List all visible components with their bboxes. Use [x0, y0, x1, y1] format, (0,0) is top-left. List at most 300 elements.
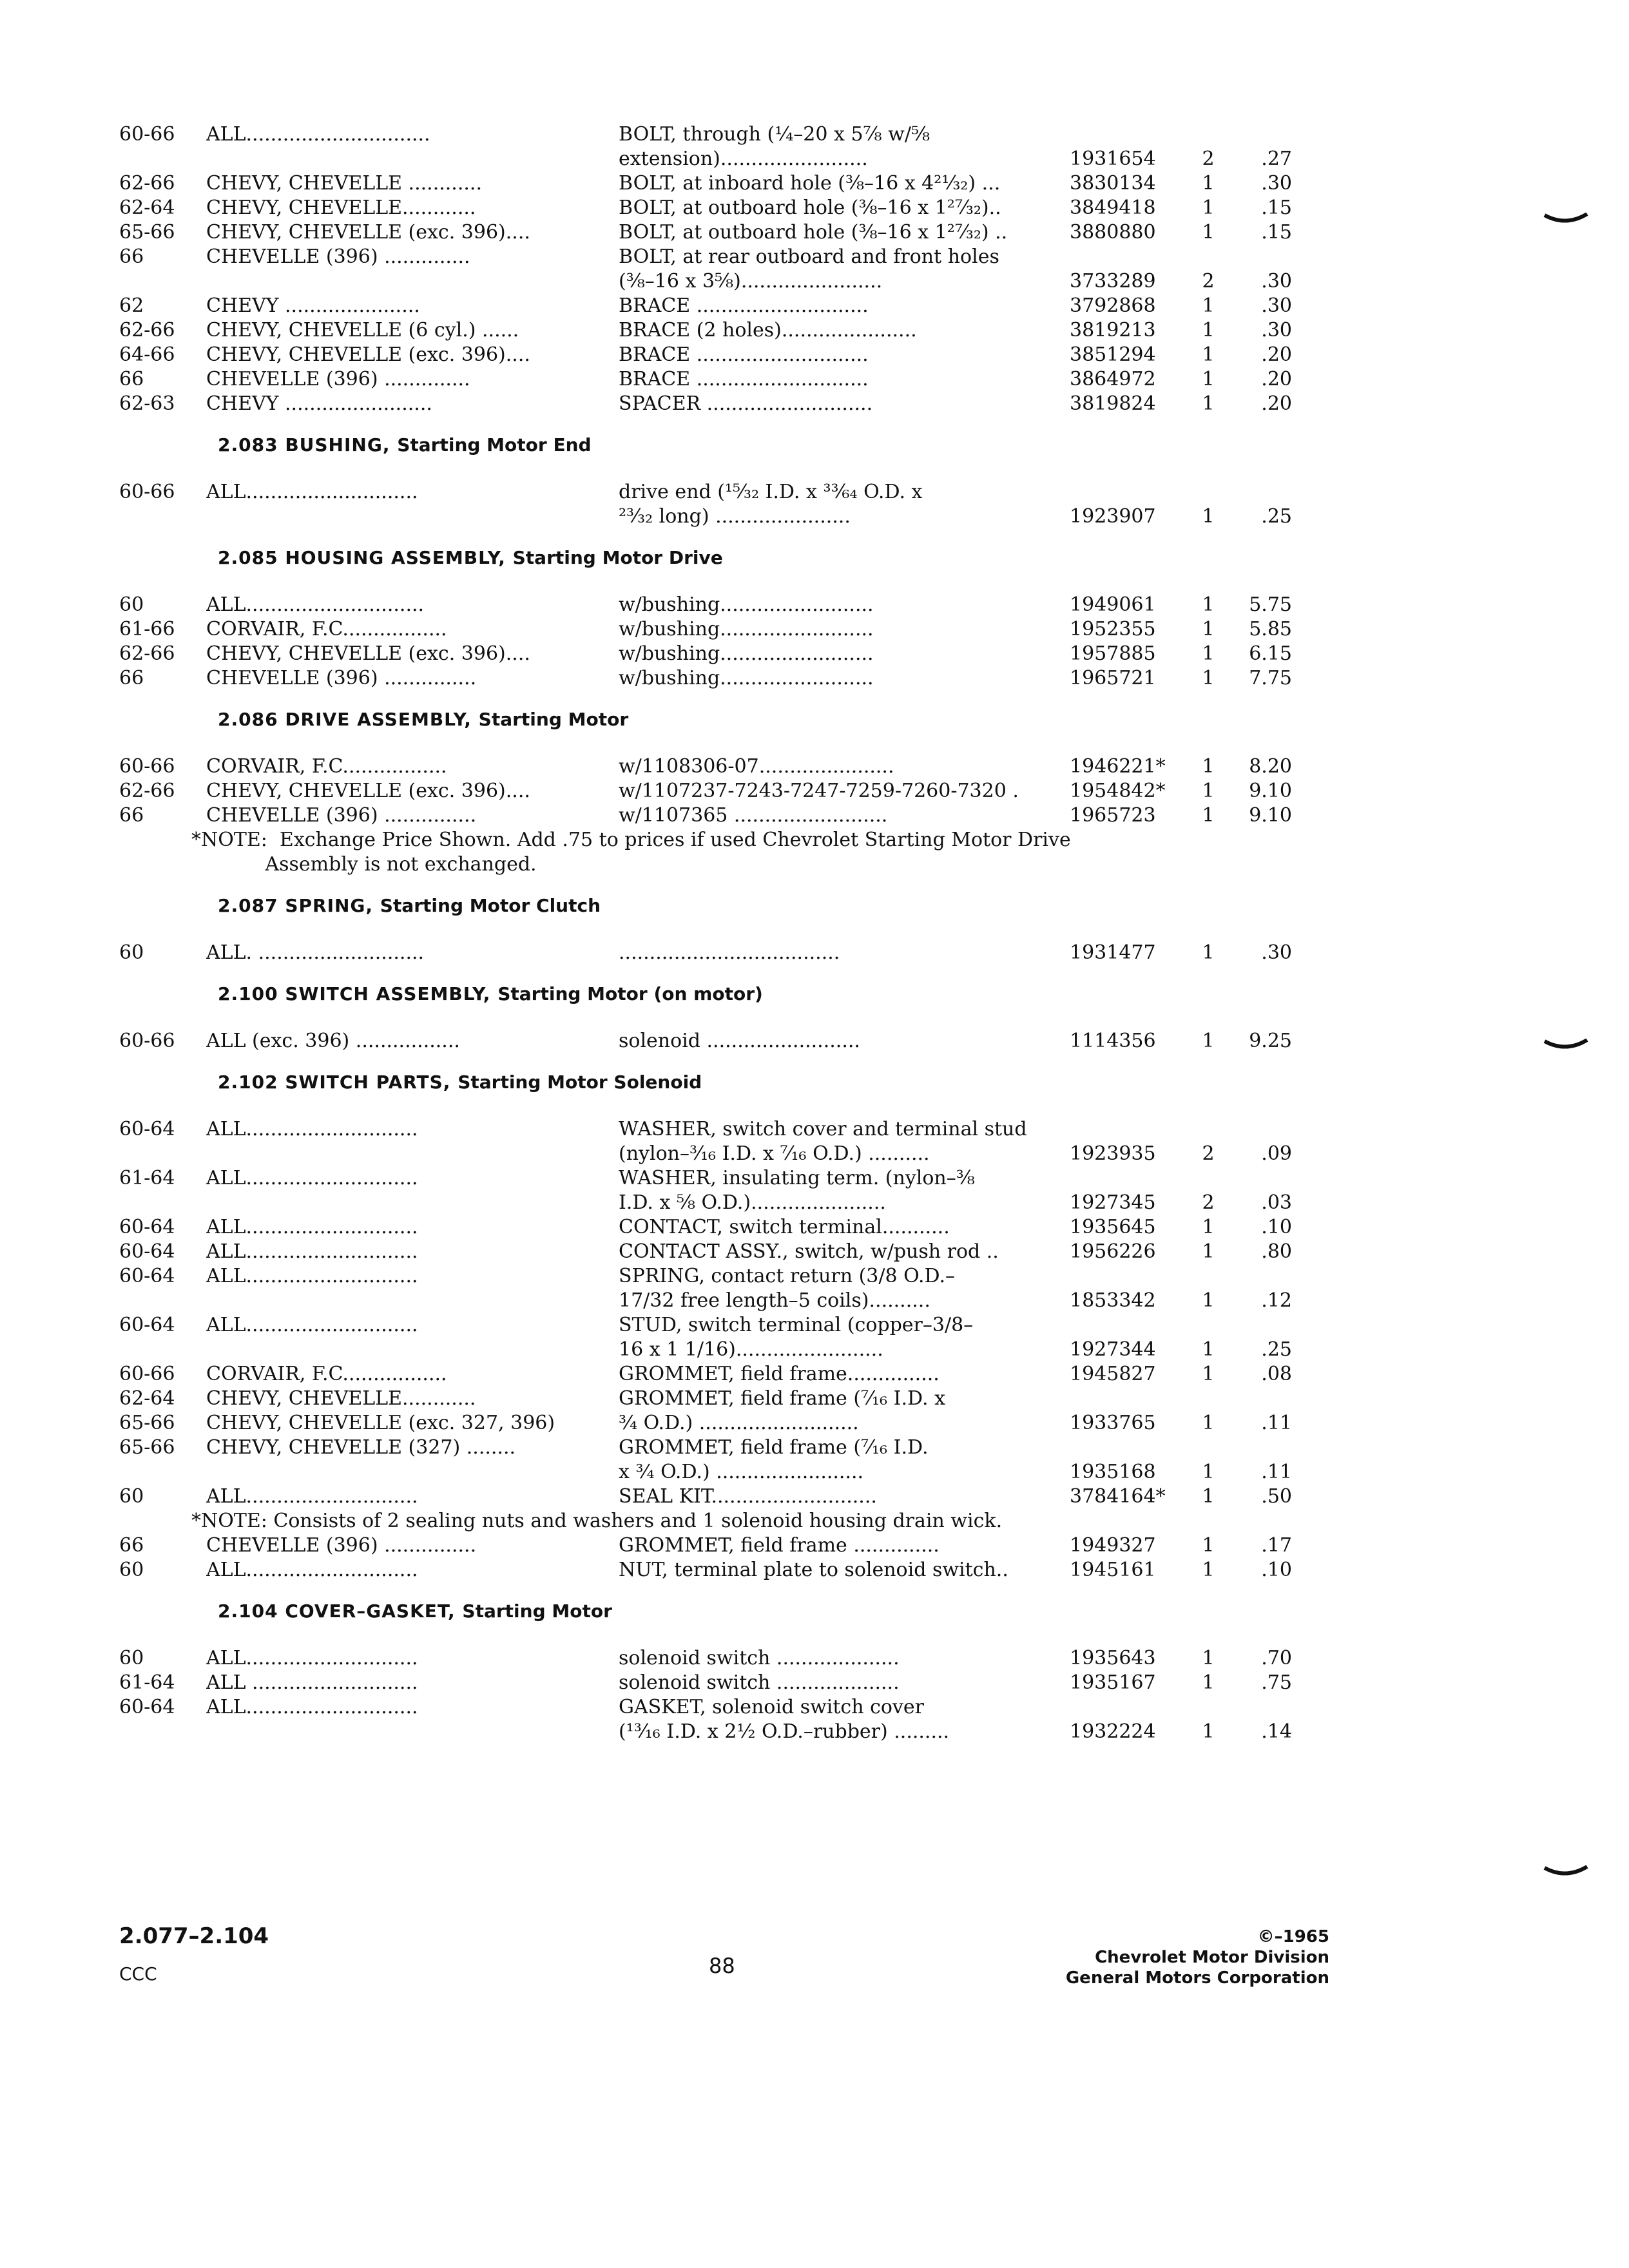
price-cell: .20: [1261, 392, 1292, 415]
price-cell: .30: [1261, 941, 1292, 964]
part-number-cell: 3819824: [1070, 392, 1156, 415]
years-cell: 60-64: [119, 1696, 175, 1718]
table-row: [119, 1533, 1292, 1558]
table-row: [119, 1240, 1292, 1264]
price-cell: .15: [1261, 197, 1292, 219]
description-cell: BOLT, at outboard hole (⅜–16 x 1²⁷⁄₃₂)..: [619, 197, 1001, 219]
table-row: [119, 1166, 1292, 1191]
description-cell: BOLT, at inboard hole (⅜–16 x 4²¹⁄₃₂) ...: [619, 172, 1001, 195]
price-cell: 6.15: [1249, 642, 1292, 665]
table-row: [119, 245, 1292, 269]
years-cell: 66: [119, 368, 144, 390]
table-row: [119, 803, 1292, 828]
description-cell: (⅜–16 x 3⅝).......................: [619, 270, 883, 293]
quantity-cell: 1: [1202, 1363, 1215, 1385]
part-number-cell: 1965721: [1070, 667, 1156, 689]
description-cell: BRACE ............................: [619, 343, 869, 366]
part-number-cell: 1952355: [1070, 618, 1156, 640]
models-cell: ALL............................: [206, 1167, 418, 1189]
section-subtitle: Starting Motor: [462, 1600, 612, 1622]
years-cell: 60-64: [119, 1216, 175, 1238]
parts-listing: [119, 122, 1292, 1744]
section-title: 2.104 COVER–GASKET,: [218, 1600, 463, 1622]
years-cell: 66: [119, 1534, 144, 1557]
quantity-cell: 2: [1202, 270, 1215, 293]
table-row: [119, 1362, 1292, 1387]
footer-right: [1066, 1927, 1329, 1988]
part-number-cell: 1956226: [1070, 1240, 1156, 1263]
quantity-cell: 1: [1202, 593, 1215, 616]
table-row: [119, 666, 1292, 691]
copyright: ©–1965: [1257, 1927, 1329, 1946]
footer-left: [119, 1923, 269, 1984]
models-cell: ALL ...........................: [206, 1671, 418, 1694]
models-cell: CHEVY, CHEVELLE (exc. 396)....: [206, 221, 530, 244]
models-cell: CORVAIR, F.C.................: [206, 1363, 447, 1385]
part-number-cell: 1957885: [1070, 642, 1156, 665]
table-row: [119, 1485, 1292, 1509]
models-cell: CHEVY, CHEVELLE (exc. 327, 396): [206, 1412, 555, 1434]
table-row: [119, 1558, 1292, 1582]
description-cell: solenoid .........................: [619, 1030, 860, 1052]
description-cell: w/1107237-7243-7247-7259-7260-7320 .: [619, 780, 1019, 802]
quantity-cell: 2: [1202, 1191, 1215, 1214]
years-cell: 62-66: [119, 780, 175, 802]
quantity-cell: 1: [1202, 642, 1215, 665]
years-cell: 61-66: [119, 618, 175, 640]
section-subtitle: Starting Motor Solenoid: [458, 1072, 702, 1093]
years-cell: 61-64: [119, 1671, 175, 1694]
table-row: [119, 593, 1292, 617]
description-cell: CONTACT ASSY., switch, w/push rod ..: [619, 1240, 999, 1263]
section-title: 2.085 HOUSING ASSEMBLY,: [218, 547, 513, 568]
part-number-cell: 3733289: [1070, 270, 1156, 293]
years-cell: 62-63: [119, 392, 175, 415]
quantity-cell: 1: [1202, 221, 1215, 244]
quantity-cell: 1: [1202, 804, 1215, 827]
table-row: [119, 1646, 1292, 1671]
models-cell: ALL............................: [206, 1314, 418, 1336]
price-cell: .20: [1261, 368, 1292, 390]
price-cell: .15: [1261, 221, 1292, 244]
models-cell: ALL.............................: [206, 593, 425, 616]
quantity-cell: 1: [1202, 1671, 1215, 1694]
description-cell: BRACE ............................: [619, 294, 869, 317]
section-range: 2.077–2.104: [119, 1923, 269, 1949]
price-cell: 8.20: [1249, 755, 1292, 778]
footnote: *NOTE: Consists of 2 sealing nuts and washers and 1 solenoid housing drain wick.: [191, 1510, 1003, 1532]
part-number-cell: 1931654: [1070, 148, 1156, 170]
models-cell: CHEVY, CHEVELLE............: [206, 1387, 476, 1410]
price-cell: .25: [1261, 1338, 1292, 1361]
quantity-cell: 1: [1202, 1412, 1215, 1434]
table-row: [119, 1142, 1292, 1166]
section-subtitle: Starting Motor End: [397, 434, 592, 456]
years-cell: 62-66: [119, 319, 175, 341]
models-cell: ALL. ...........................: [206, 941, 425, 964]
table-row: [119, 1215, 1292, 1240]
models-cell: CHEVY ........................: [206, 392, 432, 415]
description-cell: w/bushing.........................: [619, 593, 874, 616]
table-row: [119, 318, 1292, 343]
quantity-cell: 1: [1202, 667, 1215, 689]
models-cell: CHEVELLE (396) ...............: [206, 1534, 477, 1557]
section-subtitle: Starting Motor Clutch: [380, 895, 601, 916]
price-cell: .11: [1261, 1461, 1292, 1483]
price-cell: .03: [1261, 1191, 1292, 1214]
price-cell: .17: [1261, 1534, 1292, 1557]
years-cell: 61-64: [119, 1167, 175, 1189]
table-row: [119, 1387, 1292, 1411]
description-cell: x ¾ O.D.) ........................: [619, 1461, 864, 1483]
years-cell: 64-66: [119, 343, 175, 366]
models-cell: CHEVY, CHEVELLE (6 cyl.) ......: [206, 319, 519, 341]
section-heading: [218, 895, 1292, 916]
price-cell: .20: [1261, 343, 1292, 366]
price-cell: .30: [1261, 294, 1292, 317]
quantity-cell: 2: [1202, 148, 1215, 170]
quantity-cell: 1: [1202, 1559, 1215, 1581]
table-row: [119, 505, 1292, 529]
table-row: [119, 1695, 1292, 1720]
part-number-cell: 1949061: [1070, 593, 1156, 616]
models-cell: CHEVELLE (396) ...............: [206, 667, 477, 689]
description-cell: (¹³⁄₁₆ I.D. x 2½ O.D.–rubber) .........: [619, 1720, 950, 1743]
description-cell: w/1107365 .........................: [619, 804, 888, 827]
table-row: [119, 1289, 1292, 1313]
table-row: [119, 1029, 1292, 1053]
description-cell: ¾ O.D.) ..........................: [619, 1412, 859, 1434]
years-cell: 66: [119, 245, 144, 268]
description-cell: WASHER, insulating term. (nylon–⅜: [619, 1167, 975, 1189]
part-number-cell: 3880880: [1070, 221, 1156, 244]
models-cell: ALL............................: [206, 1216, 418, 1238]
price-cell: .80: [1261, 1240, 1292, 1263]
models-cell: ALL..............................: [206, 123, 430, 146]
price-cell: 5.85: [1249, 618, 1292, 640]
table-row: [119, 196, 1292, 220]
table-row: [119, 294, 1292, 318]
models-cell: ALL............................: [206, 1265, 418, 1287]
section-heading: [218, 983, 1292, 1004]
quantity-cell: 1: [1202, 294, 1215, 317]
years-cell: 60-66: [119, 1363, 175, 1385]
description-cell: drive end (¹⁵⁄₃₂ I.D. x ³³⁄₆₄ O.D. x: [619, 481, 923, 503]
models-cell: CHEVELLE (396) ..............: [206, 245, 470, 268]
price-cell: .10: [1261, 1559, 1292, 1581]
quantity-cell: 1: [1202, 368, 1215, 390]
description-cell: BRACE (2 holes)......................: [619, 319, 917, 341]
price-cell: .50: [1261, 1485, 1292, 1508]
description-cell: SPRING, contact return (3/8 O.D.–: [619, 1265, 955, 1287]
page-number: 88: [709, 1954, 735, 1978]
quantity-cell: 1: [1202, 1240, 1215, 1263]
description-cell: w/bushing.........................: [619, 667, 874, 689]
description-cell: w/bushing.........................: [619, 618, 874, 640]
models-cell: CHEVY, CHEVELLE ............: [206, 172, 482, 195]
price-cell: 9.10: [1249, 804, 1292, 827]
section-title: 2.102 SWITCH PARTS,: [218, 1072, 458, 1093]
price-cell: .30: [1261, 319, 1292, 341]
quantity-cell: 1: [1202, 755, 1215, 778]
quantity-cell: 1: [1202, 780, 1215, 802]
quantity-cell: 1: [1202, 1216, 1215, 1238]
description-cell: BRACE ............................: [619, 368, 869, 390]
binder-mark-icon: [1543, 1865, 1588, 1877]
quantity-cell: 1: [1202, 1461, 1215, 1483]
description-cell: WASHER, switch cover and terminal stud: [619, 1118, 1027, 1140]
footnote: *NOTE: Exchange Price Shown. Add .75 to prices if used Chevrolet Starting Motor Drive Assembly is not exchanged.: [191, 829, 1071, 876]
part-number-cell: 1935645: [1070, 1216, 1156, 1238]
years-cell: 60-64: [119, 1240, 175, 1263]
models-cell: CHEVY, CHEVELLE (327) ........: [206, 1436, 516, 1459]
years-cell: 60: [119, 941, 144, 964]
description-cell: solenoid switch ....................: [619, 1647, 900, 1669]
quantity-cell: 1: [1202, 1647, 1215, 1669]
table-row: [119, 392, 1292, 416]
section-heading: [218, 434, 1292, 456]
section-heading: [218, 1600, 1292, 1622]
models-cell: ALL (exc. 396) .................: [206, 1030, 460, 1052]
years-cell: 60: [119, 593, 144, 616]
quantity-cell: 2: [1202, 1142, 1215, 1165]
years-cell: 60-64: [119, 1265, 175, 1287]
years-cell: 60: [119, 1559, 144, 1581]
table-row: [119, 754, 1292, 779]
description-cell: (nylon–³⁄₁₆ I.D. x ⁷⁄₁₆ O.D.) ..........: [619, 1142, 930, 1165]
part-number-cell: 1927344: [1070, 1338, 1156, 1361]
part-number-cell: 1935168: [1070, 1461, 1156, 1483]
models-cell: ALL............................: [206, 1559, 418, 1581]
table-row: [119, 1436, 1292, 1460]
models-cell: CORVAIR, F.C.................: [206, 618, 447, 640]
table-row: [119, 220, 1292, 245]
years-cell: 60: [119, 1485, 144, 1508]
description-cell: NUT, terminal plate to solenoid switch..: [619, 1559, 1008, 1581]
years-cell: 60-64: [119, 1314, 175, 1336]
part-number-cell: 1853342: [1070, 1289, 1156, 1312]
price-cell: .25: [1261, 505, 1292, 528]
part-number-cell: 1954842*: [1070, 780, 1166, 802]
table-row: [119, 367, 1292, 392]
table-row: [119, 269, 1292, 294]
section-title: 2.086 DRIVE ASSEMBLY,: [218, 709, 479, 730]
part-number-cell: 3792868: [1070, 294, 1156, 317]
models-cell: ALL............................: [206, 1118, 418, 1140]
models-cell: ALL............................: [206, 1240, 418, 1263]
years-cell: 62: [119, 294, 144, 317]
years-cell: 62-66: [119, 642, 175, 665]
ccc-code: CCC: [119, 1963, 157, 1984]
years-cell: 60-66: [119, 755, 175, 778]
years-cell: 65-66: [119, 1412, 175, 1434]
table-row: [119, 1313, 1292, 1338]
part-number-cell: 3851294: [1070, 343, 1156, 366]
table-row: [119, 779, 1292, 803]
years-cell: 60-66: [119, 123, 175, 146]
years-cell: 60-64: [119, 1118, 175, 1140]
years-cell: 66: [119, 804, 144, 827]
table-row: [119, 1720, 1292, 1744]
section-subtitle: Starting Motor Drive: [512, 547, 723, 568]
table-row: [119, 642, 1292, 666]
description-cell: BOLT, through (¼–20 x 5⅞ w/⅝: [619, 123, 930, 146]
models-cell: CHEVELLE (396) ..............: [206, 368, 470, 390]
years-cell: 60-66: [119, 1030, 175, 1052]
price-cell: .09: [1261, 1142, 1292, 1165]
years-cell: 62-66: [119, 172, 175, 195]
description-cell: GROMMET, field frame (⁷⁄₁₆ I.D.: [619, 1436, 929, 1459]
quantity-cell: 1: [1202, 1030, 1215, 1052]
years-cell: 60-66: [119, 481, 175, 503]
table-row: [119, 147, 1292, 171]
description-cell: GROMMET, field frame ..............: [619, 1534, 940, 1557]
quantity-cell: 1: [1202, 618, 1215, 640]
price-cell: 7.75: [1249, 667, 1292, 689]
quantity-cell: 1: [1202, 1289, 1215, 1312]
part-number-cell: 3864972: [1070, 368, 1156, 390]
table-row: [119, 480, 1292, 505]
price-cell: .30: [1261, 270, 1292, 293]
binder-mark-icon: [1543, 213, 1588, 224]
part-number-cell: 1932224: [1070, 1720, 1156, 1743]
description-cell: GROMMET, field frame...............: [619, 1363, 940, 1385]
description-cell: ....................................: [619, 941, 840, 964]
section-subtitle: Starting Motor: [478, 709, 629, 730]
price-cell: 5.75: [1249, 593, 1292, 616]
table-row: [119, 1671, 1292, 1695]
part-number-cell: 1923907: [1070, 505, 1156, 528]
years-cell: 62-64: [119, 1387, 175, 1410]
description-cell: 16 x 1 1/16)........................: [619, 1338, 883, 1361]
description-cell: BOLT, at rear outboard and front holes: [619, 245, 999, 268]
years-cell: 66: [119, 667, 144, 689]
price-cell: .11: [1261, 1412, 1292, 1434]
part-number-cell: 3830134: [1070, 172, 1156, 195]
quantity-cell: 1: [1202, 1534, 1215, 1557]
price-cell: .08: [1261, 1363, 1292, 1385]
quantity-cell: 1: [1202, 1338, 1215, 1361]
table-row: [119, 1338, 1292, 1362]
quantity-cell: 1: [1202, 941, 1215, 964]
part-number-cell: 1935643: [1070, 1647, 1156, 1669]
models-cell: ALL............................: [206, 481, 418, 503]
part-number-cell: 1114356: [1070, 1030, 1156, 1052]
quantity-cell: 1: [1202, 172, 1215, 195]
price-cell: .10: [1261, 1216, 1292, 1238]
price-cell: .30: [1261, 172, 1292, 195]
table-row: [119, 941, 1292, 965]
price-cell: .70: [1261, 1647, 1292, 1669]
part-number-cell: 3819213: [1070, 319, 1156, 341]
table-row: [119, 1117, 1292, 1142]
description-cell: BOLT, at outboard hole (⅜–16 x 1²⁷⁄₃₂) ..: [619, 221, 1008, 244]
models-cell: CORVAIR, F.C.................: [206, 755, 447, 778]
models-cell: CHEVY, CHEVELLE (exc. 396)....: [206, 642, 530, 665]
part-number-cell: 1923935: [1070, 1142, 1156, 1165]
models-cell: CHEVY ......................: [206, 294, 420, 317]
models-cell: CHEVY, CHEVELLE (exc. 396)....: [206, 780, 530, 802]
price-cell: .75: [1261, 1671, 1292, 1694]
price-cell: 9.25: [1249, 1030, 1292, 1052]
division: Chevrolet Motor Division: [1095, 1948, 1329, 1967]
description-cell: extension)........................: [619, 148, 868, 170]
price-cell: .27: [1261, 148, 1292, 170]
description-cell: w/bushing.........................: [619, 642, 874, 665]
description-cell: I.D. x ⅝ O.D.)......................: [619, 1191, 886, 1214]
part-number-cell: 1933765: [1070, 1412, 1156, 1434]
section-heading: [218, 1072, 1292, 1093]
part-number-cell: 1927345: [1070, 1191, 1156, 1214]
section-heading: [218, 709, 1292, 730]
models-cell: ALL............................: [206, 1647, 418, 1669]
part-number-cell: 1965723: [1070, 804, 1156, 827]
price-cell: .14: [1261, 1720, 1292, 1743]
description-cell: GROMMET, field frame (⁷⁄₁₆ I.D. x: [619, 1387, 946, 1410]
part-number-cell: 3849418: [1070, 197, 1156, 219]
description-cell: 17/32 free length–5 coils)..........: [619, 1289, 930, 1312]
description-cell: SPACER ...........................: [619, 392, 873, 415]
section-heading: [218, 547, 1292, 568]
section-subtitle: Starting Motor (on motor): [497, 983, 763, 1004]
part-number-cell: 1945827: [1070, 1363, 1156, 1385]
price-cell: 9.10: [1249, 780, 1292, 802]
part-number-cell: 1949327: [1070, 1534, 1156, 1557]
description-cell: STUD, switch terminal (copper–3/8–: [619, 1314, 974, 1336]
years-cell: 65-66: [119, 221, 175, 244]
part-number-cell: 1946221*: [1070, 755, 1166, 778]
section-title: 2.087 SPRING,: [218, 895, 380, 916]
quantity-cell: 1: [1202, 1720, 1215, 1743]
models-cell: CHEVY, CHEVELLE............: [206, 197, 476, 219]
quantity-cell: 1: [1202, 343, 1215, 366]
section-title: 2.100 SWITCH ASSEMBLY,: [218, 983, 498, 1004]
description-cell: CONTACT, switch terminal...........: [619, 1216, 950, 1238]
quantity-cell: 1: [1202, 197, 1215, 219]
years-cell: 65-66: [119, 1436, 175, 1459]
table-row: [119, 1411, 1292, 1436]
binder-mark-icon: [1543, 1039, 1588, 1050]
section-title: 2.083 BUSHING,: [218, 434, 398, 456]
description-cell: ²³⁄₃₂ long) ......................: [619, 505, 851, 528]
part-number-cell: 1945161: [1070, 1559, 1156, 1581]
models-cell: CHEVELLE (396) ...............: [206, 804, 477, 827]
description-cell: w/1108306-07......................: [619, 755, 894, 778]
years-cell: 60: [119, 1647, 144, 1669]
price-cell: .12: [1261, 1289, 1292, 1312]
table-row: [119, 1264, 1292, 1289]
corporation: General Motors Corporation: [1065, 1968, 1329, 1988]
part-number-cell: 1931477: [1070, 941, 1156, 964]
quantity-cell: 1: [1202, 505, 1215, 528]
table-row: [119, 617, 1292, 642]
table-row: [119, 122, 1292, 147]
models-cell: ALL............................: [206, 1485, 418, 1508]
table-row: [119, 1191, 1292, 1215]
quantity-cell: 1: [1202, 319, 1215, 341]
description-cell: GASKET, solenoid switch cover: [619, 1696, 924, 1718]
models-cell: CHEVY, CHEVELLE (exc. 396)....: [206, 343, 530, 366]
table-row: [119, 343, 1292, 367]
quantity-cell: 1: [1202, 392, 1215, 415]
table-row: [119, 1460, 1292, 1485]
quantity-cell: 1: [1202, 1485, 1215, 1508]
description-cell: SEAL KIT...........................: [619, 1485, 877, 1508]
part-number-cell: 1935167: [1070, 1671, 1156, 1694]
years-cell: 62-64: [119, 197, 175, 219]
part-number-cell: 3784164*: [1070, 1485, 1166, 1508]
description-cell: solenoid switch ....................: [619, 1671, 900, 1694]
